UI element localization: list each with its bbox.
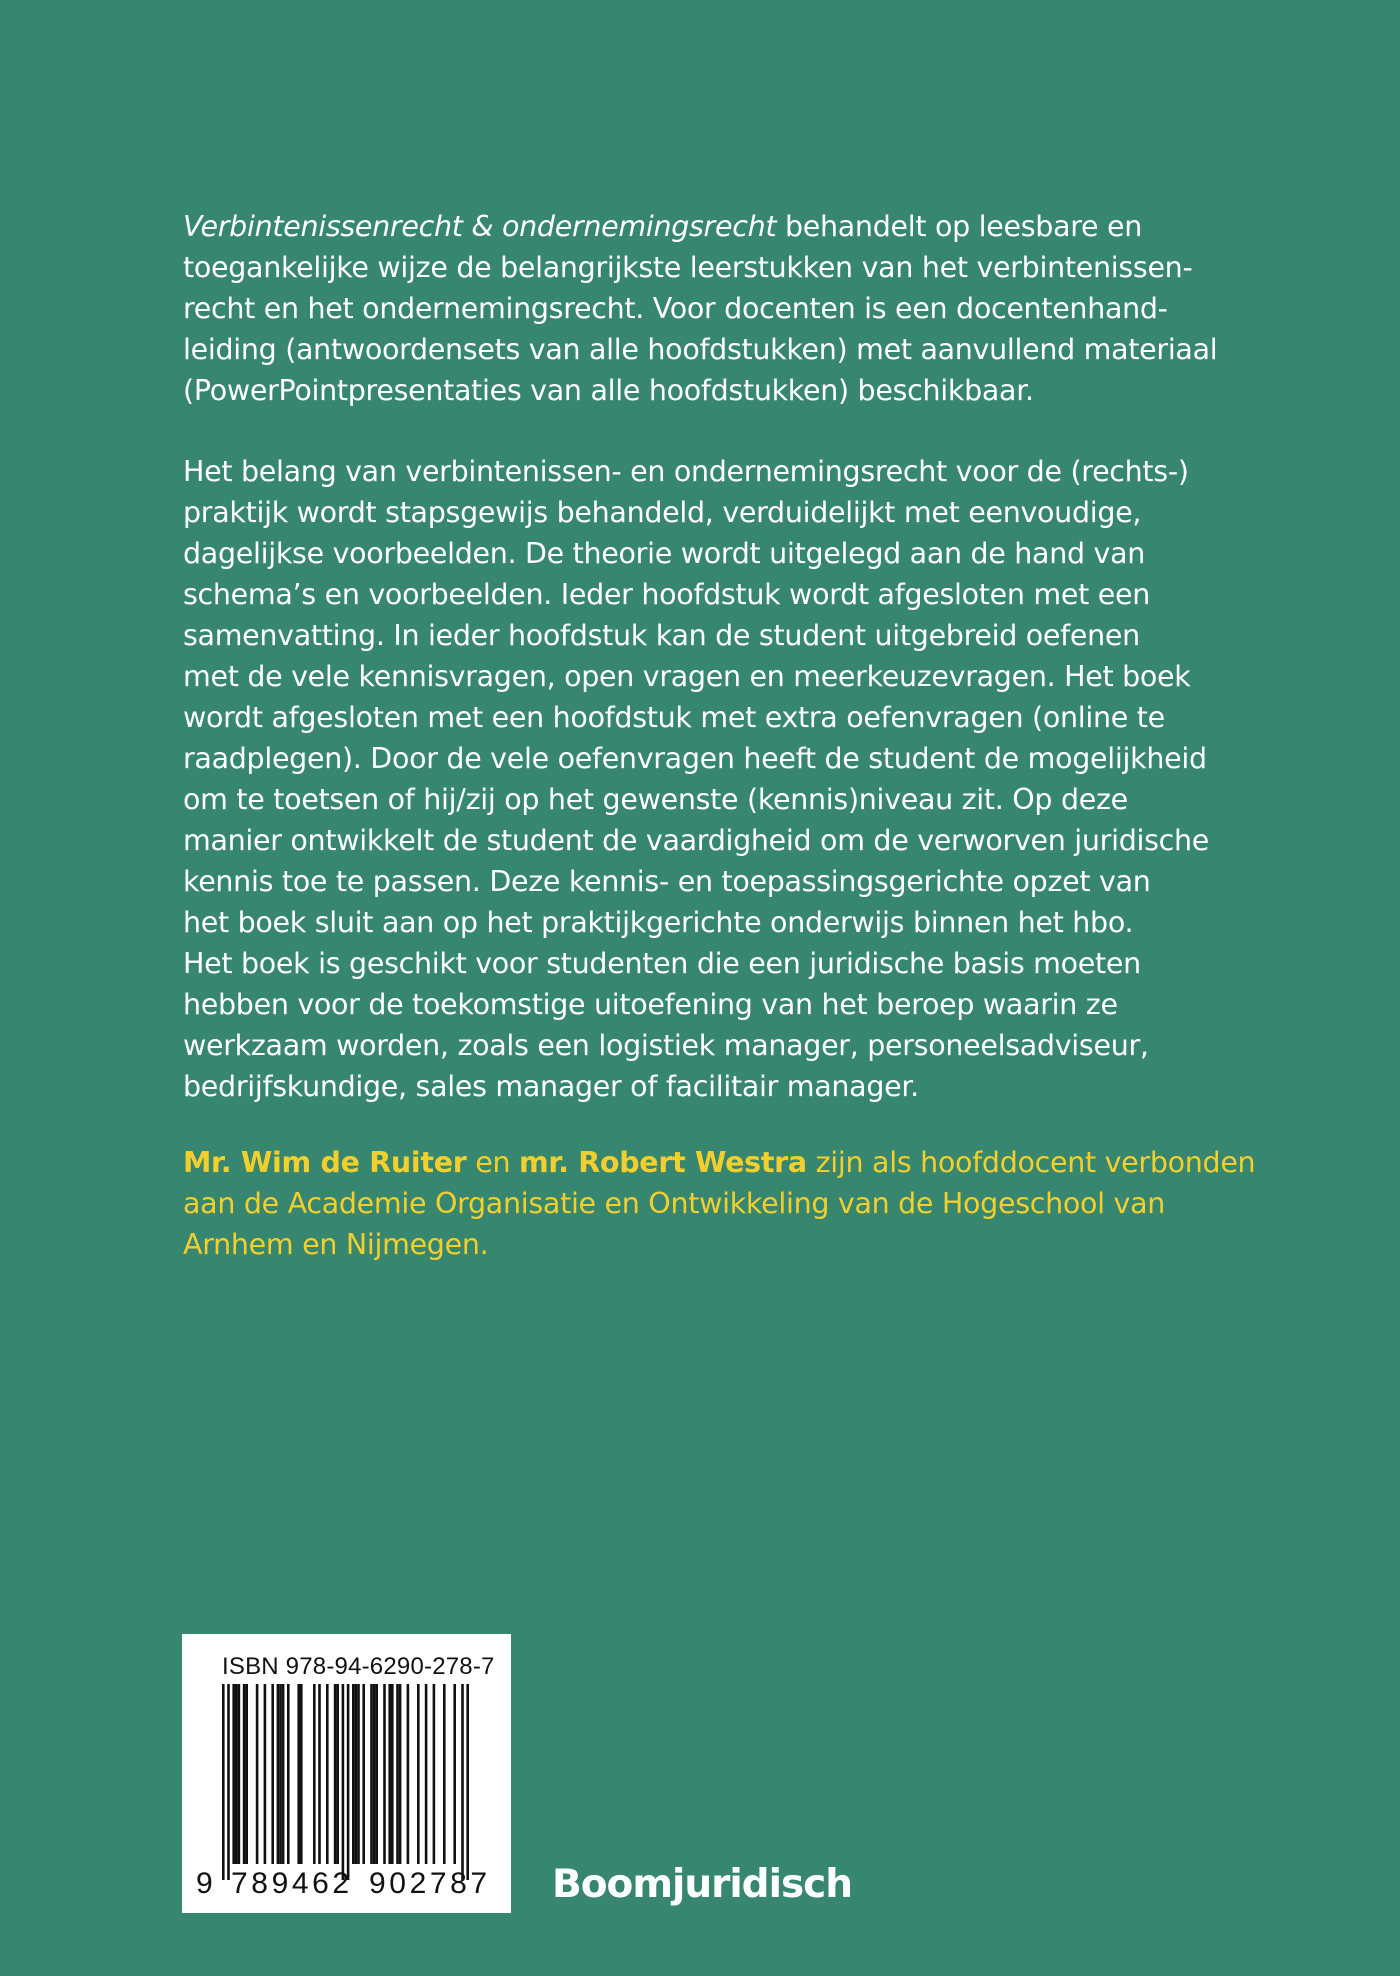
barcode-bar <box>318 1684 321 1864</box>
barcode-bar <box>433 1684 436 1864</box>
barcode-bar <box>355 1684 358 1864</box>
description-line: kennis toe te passen. Deze kennis- en toepassingsgerichte opzet van <box>183 865 1151 898</box>
authors-line <box>183 1142 1256 1183</box>
barcode-bar <box>245 1684 248 1864</box>
barcode-bar <box>238 1684 241 1864</box>
barcode-bar <box>370 1684 373 1864</box>
barcode-bar <box>287 1684 290 1864</box>
intro-line-rest: behandelt op leesbare en <box>776 210 1143 243</box>
barcode-bar <box>357 1684 360 1864</box>
barcode-bar <box>352 1684 355 1864</box>
barcode-bar <box>417 1684 420 1864</box>
description-line: manier ontwikkelt de student de vaardigheid om de verworven juridische <box>183 824 1210 857</box>
barcode-bar <box>300 1684 303 1864</box>
book-title: Verbintenissenrecht & ondernemingsrecht <box>183 210 777 243</box>
description-line: raadplegen). Door de vele oefenvragen heeft de student de mogelijkheid <box>183 742 1207 775</box>
authors-conjunction: en <box>466 1146 520 1179</box>
barcode-bar <box>279 1684 282 1864</box>
barcode-guard-bar <box>461 1684 464 1880</box>
description-line: werkzaam worden, zoals een logistiek manager, personeelsadviseur, <box>183 1029 1149 1062</box>
barcode-bar <box>243 1684 246 1864</box>
barcode-bar <box>256 1684 259 1864</box>
barcode-bar <box>407 1684 410 1864</box>
description-line: het boek sluit aan op het praktijkgerichte onderwijs binnen het hbo. <box>183 906 1134 939</box>
description-line: wordt afgesloten met een hoofdstuk met extra oefenvragen (online te <box>183 701 1165 734</box>
authors-paragraph <box>183 1142 1256 1265</box>
isbn-label: ISBN 978-94-6290-278-7 <box>222 1653 495 1680</box>
barcode-bar <box>375 1684 378 1864</box>
barcode-bar <box>334 1684 337 1864</box>
barcode-guard-bar <box>342 1684 345 1880</box>
barcode-bar <box>391 1684 394 1864</box>
barcode-digit-first: 9 <box>196 1867 213 1900</box>
barcode-bar <box>232 1684 235 1864</box>
intro-paragraph <box>183 206 1223 411</box>
barcode-bar <box>277 1684 280 1864</box>
barcode-bar <box>282 1684 285 1864</box>
intro-line: recht en het ondernemingsrecht. Voor docenten is een docentenhand- <box>183 292 1168 325</box>
barcode-bar <box>362 1684 365 1864</box>
description-line: samenvatting. In ieder hoofdstuk kan de student uitgebreid oefenen <box>183 619 1140 652</box>
barcode-guard-bar <box>347 1684 350 1880</box>
description-line: met de vele kennisvragen, open vragen en meerkeuzevragen. Het boek <box>183 660 1191 693</box>
intro-line: (PowerPointpresentaties van alle hoofdstukken) beschikbaar. <box>183 374 1034 407</box>
barcode-bar <box>297 1684 300 1864</box>
barcode-bar <box>425 1684 428 1864</box>
barcode-bar <box>264 1684 267 1864</box>
intro-line <box>183 206 1223 247</box>
intro-line: leiding (antwoordensets van alle hoofdstukken) met aanvullend materiaal <box>183 333 1218 366</box>
barcode-guard-bar <box>227 1684 230 1880</box>
description-line: hebben voor de toekomstige uitoefening van het beroep waarin ze <box>183 988 1118 1021</box>
description-line: dagelijkse voorbeelden. De theorie wordt uitgelegd aan de hand van <box>183 537 1146 570</box>
barcode-bar <box>396 1684 399 1864</box>
barcode-guard-bar <box>466 1684 469 1880</box>
description-paragraph <box>183 451 1223 1107</box>
barcode-bar <box>453 1684 456 1864</box>
description-line: om te toetsen of hij/zij op het gewenste (kennis)niveau zit. Op deze <box>183 783 1128 816</box>
barcode-bar <box>336 1684 339 1864</box>
barcode-bar <box>443 1684 446 1864</box>
description-line: praktijk wordt stapsgewijs behandeld, verduidelijkt met eenvoudige, <box>183 496 1142 529</box>
description-line: Het belang van verbintenissen- en ondernemingsrecht voor de (rechts-) <box>183 455 1189 488</box>
barcode-digits-right: 902787 <box>369 1867 491 1900</box>
description-line: schema’s en voorbeelden. Ieder hoofdstuk wordt afgesloten met een <box>183 578 1150 611</box>
authors-line: aan de Academie Organisatie en Ontwikkeling van de Hogeschool van <box>183 1187 1166 1220</box>
barcode-digits-left: 789462 <box>231 1867 353 1900</box>
barcode-bar <box>313 1684 316 1864</box>
publisher-logo: Boomjuridisch <box>552 1862 853 1907</box>
barcode-box <box>182 1634 511 1913</box>
barcode-bar <box>383 1684 386 1864</box>
authors-line: Arnhem en Nijmegen. <box>183 1228 489 1261</box>
description-line: Het boek is geschikt voor studenten die een juridische basis moeten <box>183 947 1141 980</box>
barcode-bar <box>326 1684 329 1864</box>
intro-line: toegankelijke wijze de belangrijkste leerstukken van het verbintenissen- <box>183 251 1193 284</box>
author-name-2: mr. Robert Westra <box>519 1146 807 1179</box>
authors-line-rest: zijn als hoofddocent verbonden <box>806 1146 1256 1179</box>
barcode-bar <box>235 1684 238 1864</box>
barcode-guard-bar <box>222 1684 225 1880</box>
barcode-bar <box>399 1684 402 1864</box>
barcode-bar <box>271 1684 274 1864</box>
author-name-1: Mr. Wim de Ruiter <box>183 1146 467 1179</box>
description-line: bedrijfskundige, sales manager of facilitair manager. <box>183 1070 919 1103</box>
barcode-bar <box>388 1684 391 1864</box>
barcode-bar <box>373 1684 376 1864</box>
